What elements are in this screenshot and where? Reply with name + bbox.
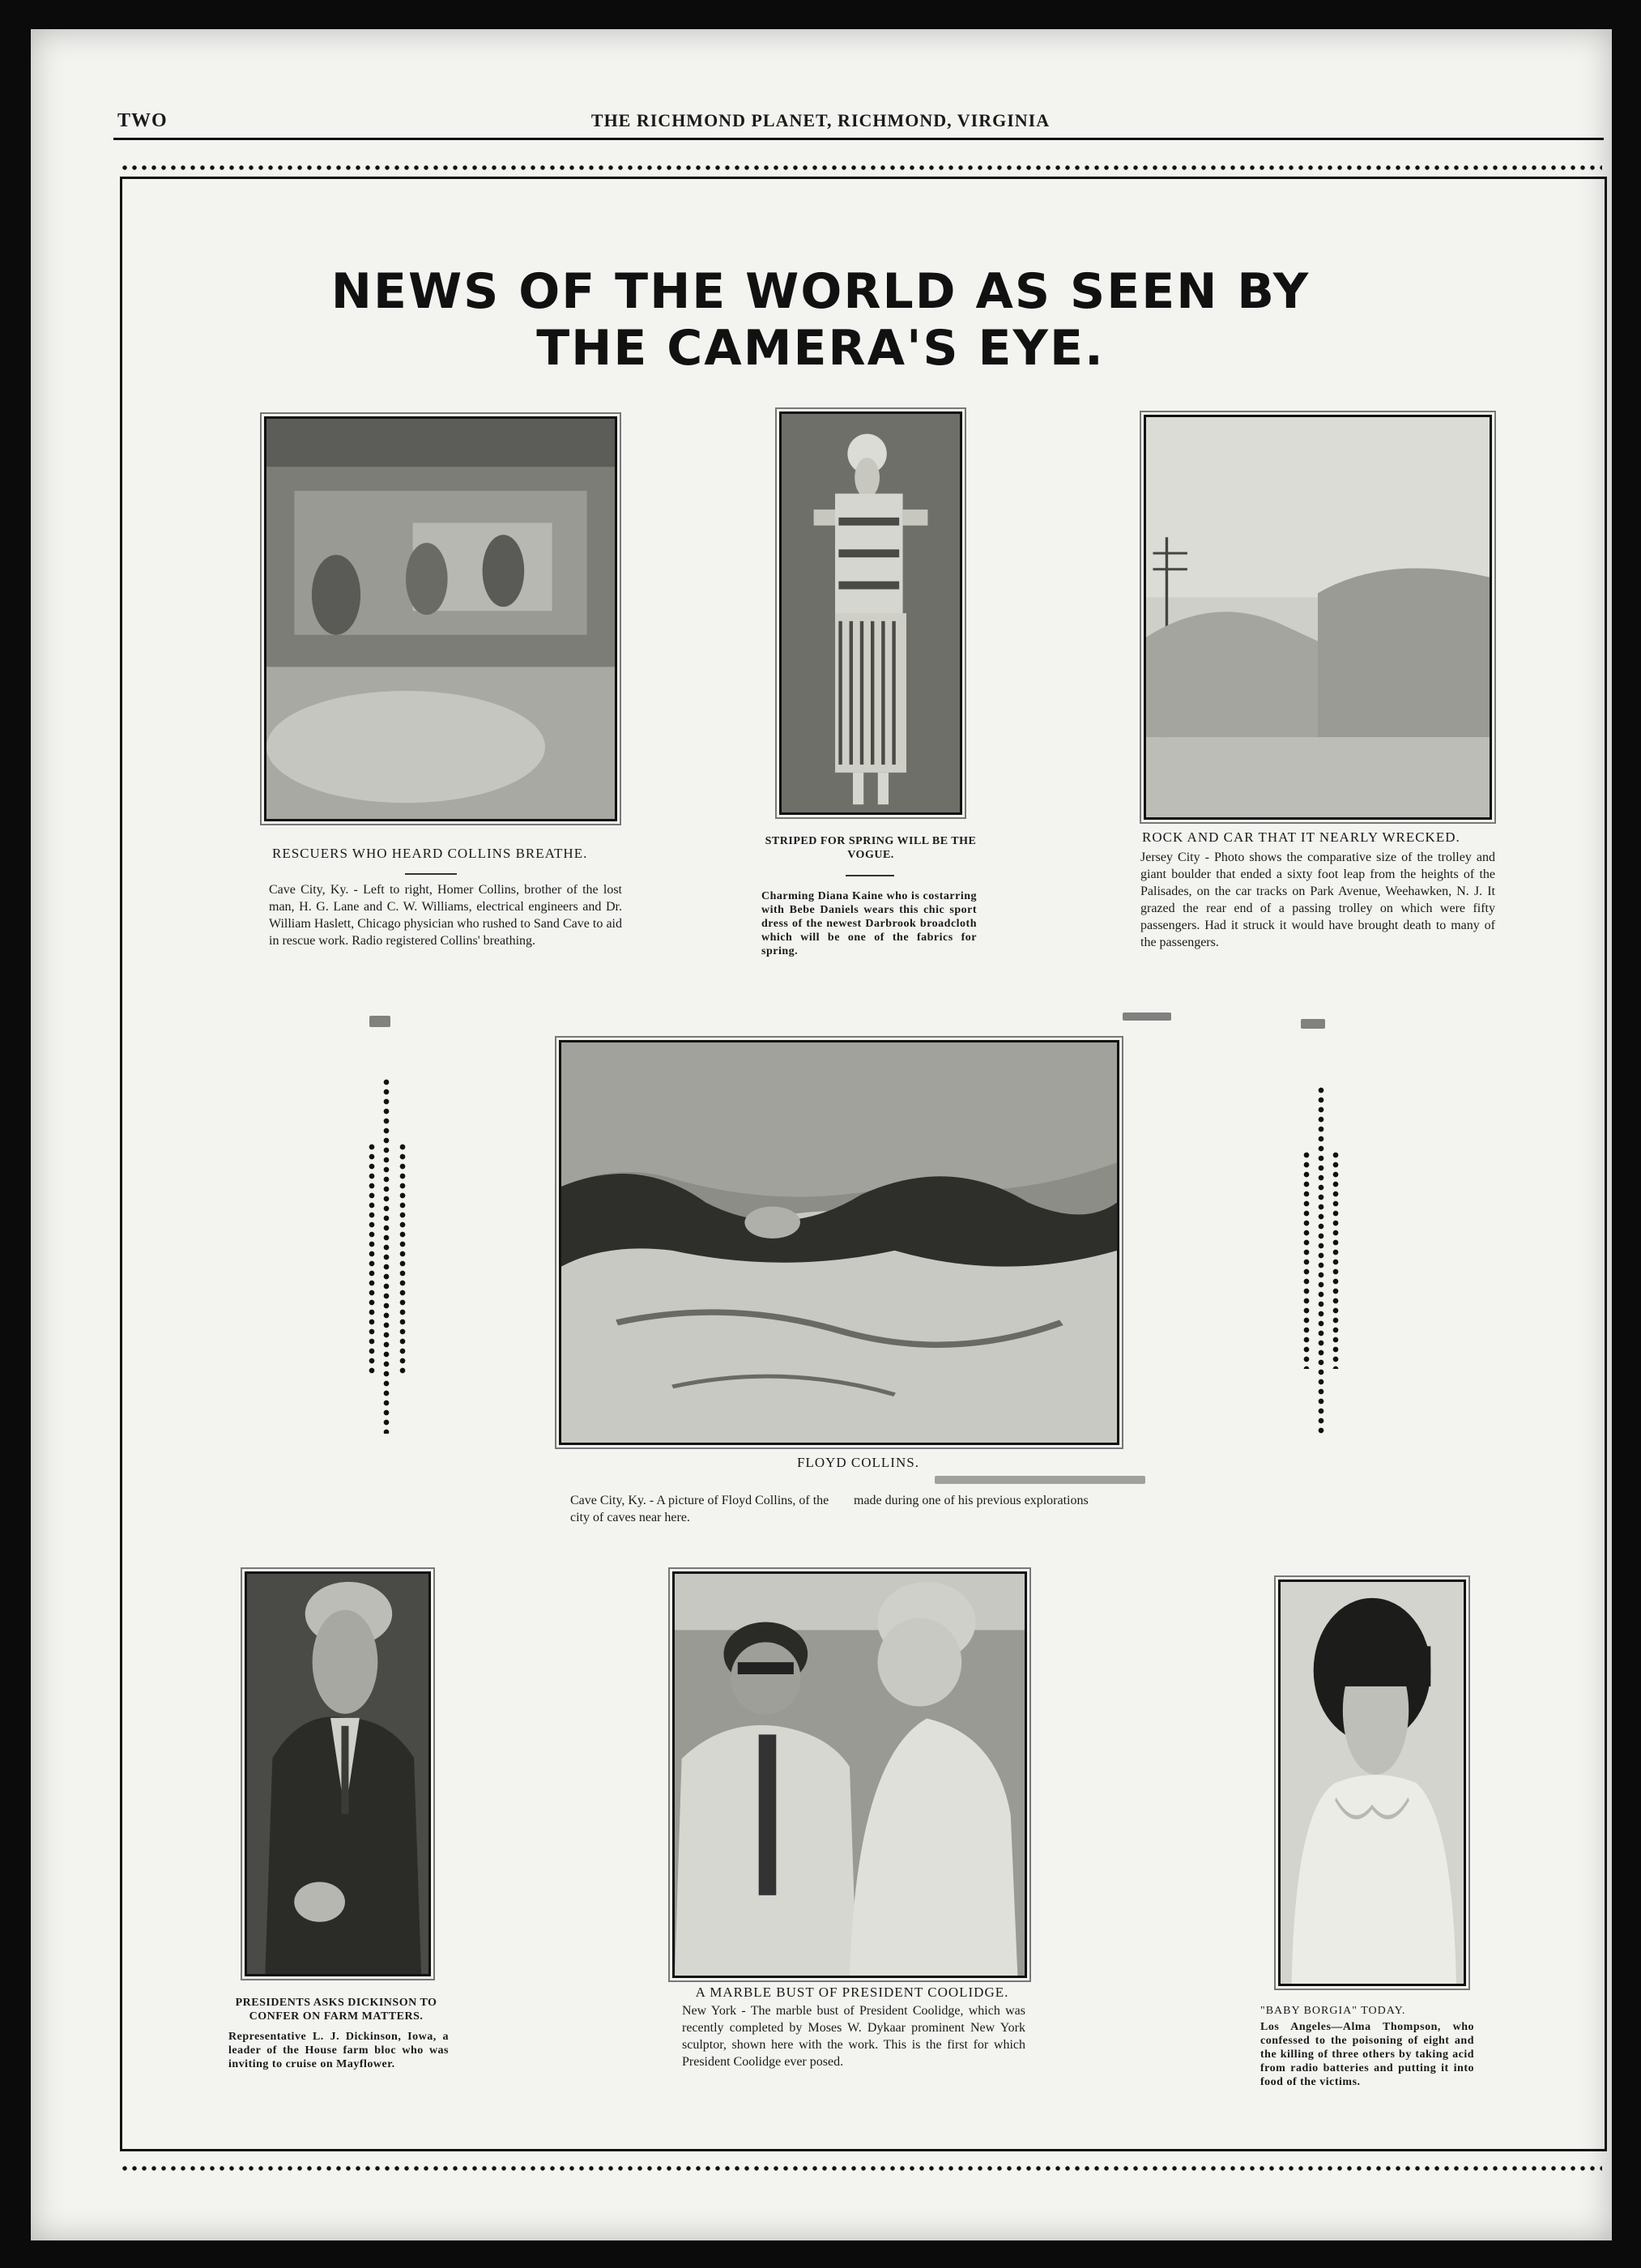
coolidge-caption-body: New York - The marble bust of President Coolidge, which was recently completed by Moses W. Dykaar prominent New York sculptor, shown here with the work. This is the first for which President Coolidge ever posed.: [682, 2004, 1025, 2069]
ink-smudge: [1301, 1019, 1325, 1029]
ink-smudge: [935, 1476, 1145, 1484]
dickinson-caption-title: PRESIDENTS ASKS DICKINSON TO CONFER ON FARM MATTERS.: [235, 1997, 437, 2023]
floyd-caption-title: FLOYD COLLINS.: [797, 1455, 919, 1470]
paper-title: THE RICHMOND PLANET, RICHMOND, VIRGINIA: [590, 110, 1051, 130]
floyd-caption-body-left: Cave City, Ky. - A picture of Floyd Collins, of the city of caves near here.: [570, 1494, 829, 1524]
left-ornament-side: [397, 1142, 408, 1377]
borgia-caption-body: Los Angeles—Alma Thompson, who confessed to the poisoning of eight and the killing of three others by taking acid from radio batteries and putting it into food of the victims.: [1260, 2021, 1474, 2088]
striped-dress-photo: [779, 411, 962, 815]
rescuers-caption-body: Cave City, Ky. - Left to right, Homer Collins, brother of the lost man, H. G. Lane and C. W. Williams, electrical engineers and Dr. William Haslett, Chicago physician who rushed to Sand Cave to aid in rescue work. Radio registered Collins' breathing.: [269, 883, 622, 948]
floyd-collins-photo: [559, 1040, 1119, 1445]
bottom-dotted-border: [120, 2164, 1602, 2172]
ink-smudge: [369, 1016, 390, 1027]
rescuers-caption-title: RESCUERS WHO HEARD COLLINS BREATHE.: [272, 846, 588, 861]
masthead-rule: [113, 138, 1604, 140]
coolidge-caption-title: A MARBLE BUST OF PRESIDENT COOLIDGE.: [695, 1985, 1009, 2000]
ink-smudge: [1123, 1013, 1171, 1021]
rescuers-caption-rule: [405, 873, 457, 875]
top-dotted-border: [120, 164, 1602, 172]
left-ornament-side: [366, 1142, 377, 1377]
striped-caption-body: Charming Diana Kaine who is costarring with Bebe Daniels wears this chic sport dress of the newest Darbrook broadcloth which will be one of the fabrics for spring.: [761, 890, 977, 957]
right-ornament-side: [1301, 1150, 1312, 1369]
headline-line-2: THE CAMERA'S EYE.: [536, 320, 1105, 377]
rock-caption-body: Jersey City - Photo shows the comparative size of the trolley and giant boulder that ended a sixty foot leap from the heights of the Palisades, on the car tracks on Park Avenue, Weehawken, N. J. It grazed the rear end of a passing trolley on which were fifty passengers. Had it struck it would have brought death to many of the passengers.: [1140, 850, 1495, 949]
rock-caption-title: ROCK AND CAR THAT IT NEARLY WRECKED.: [1142, 829, 1460, 845]
rescuers-photo: [264, 416, 617, 821]
right-ornament-center: [1315, 1085, 1327, 1434]
striped-caption-rule: [846, 875, 894, 876]
left-ornament-center: [381, 1077, 392, 1434]
floyd-caption-body-right: made during one of his previous explorations: [854, 1494, 1089, 1507]
baby-borgia-photo: [1278, 1580, 1466, 1986]
page-number: TWO: [117, 110, 168, 131]
rock-trolley-photo: [1144, 415, 1492, 820]
right-ornament-side: [1330, 1150, 1341, 1369]
borgia-caption-title: "BABY BORGIA" TODAY.: [1260, 2005, 1406, 2017]
striped-caption-title: STRIPED FOR SPRING WILL BE THE VOGUE.: [765, 835, 977, 861]
headline-line-1: NEWS OF THE WORLD AS SEEN BY: [330, 263, 1311, 320]
dickinson-photo: [245, 1571, 431, 1976]
dickinson-caption-body: Representative L. J. Dickinson, Iowa, a leader of the House farm bloc who was inviting to cruise on Mayflower.: [228, 2031, 449, 2070]
coolidge-bust-photo: [672, 1571, 1027, 1978]
